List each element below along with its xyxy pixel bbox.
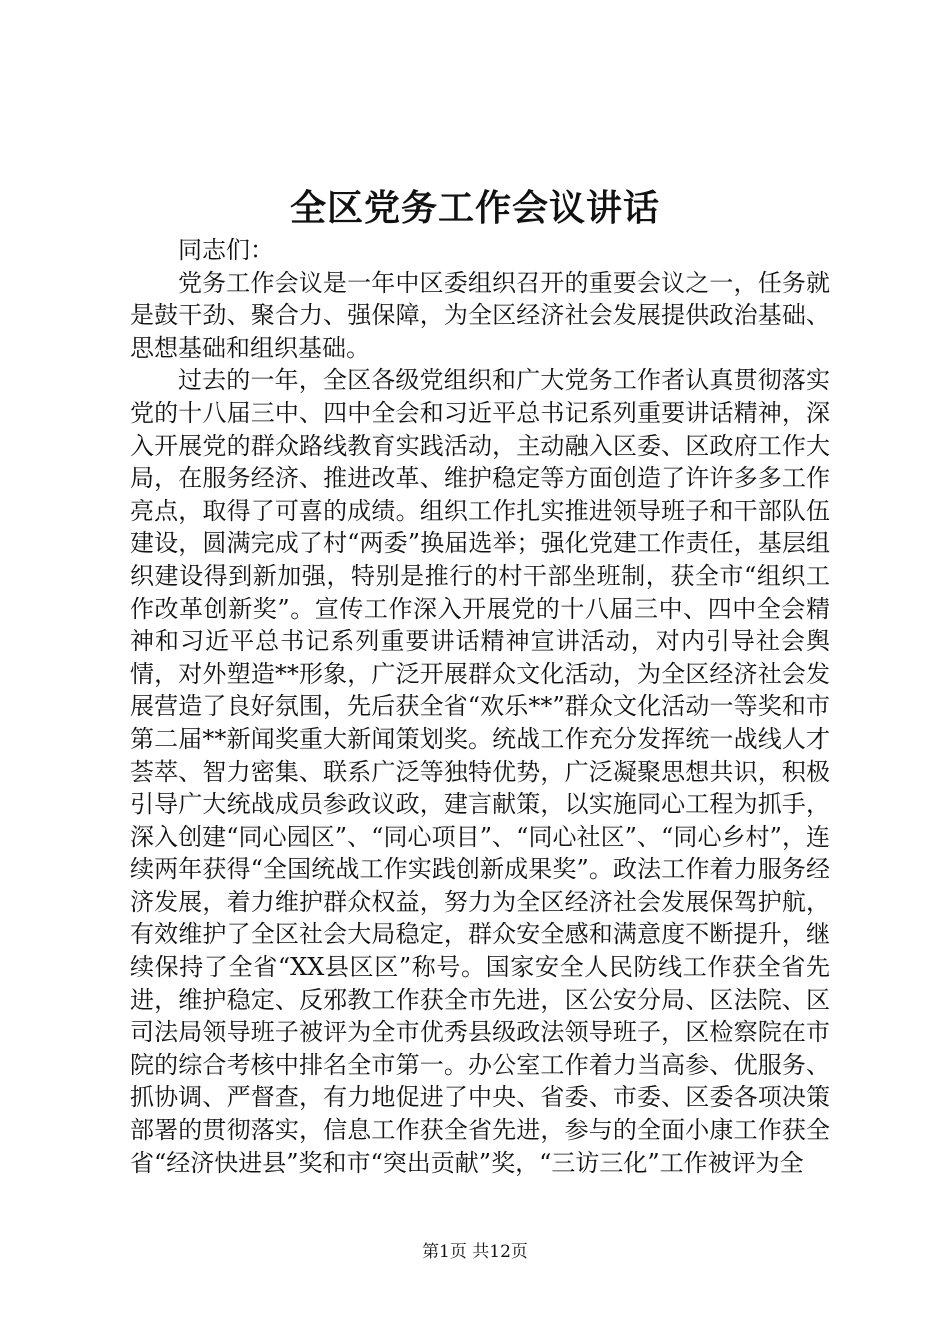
paragraph-1: 党务工作会议是一年中区委组织召开的重要会议之一，任务就是鼓干劲、聚合力、强保障，为全区经济社会发展提供政治基础、思想基础和组织基础。 <box>130 268 830 362</box>
page-footer <box>0 1240 950 1264</box>
paragraph-2: 过去的一年，全区各级党组织和广大党务工作者认真贯彻落实党的十八届三中、四中全会和习近平总书记系列重要讲话精神，深入开展党的群众路线教育实践活动，主动融入区委、区政府工作大局，在服务经济、推进改革、维护稳定等方面创造了许许多多工作亮点，取得了可喜的成绩。组织工作扎实推进领导班子和干部队伍建设，圆满完成了村“两委”换届选举；强化党建工作责任，基层组织建设得到新加强，特别是推行的村干部坐班制，获全市“组织工作改革创新奖”。宣传工作深入开展党的十八届三中、四中全会精神和习近平总书记系列重要讲话精神宣讲活动，对内引导社会舆情，对外塑造**形象，广泛开展群众文化活动，为全区经济社会发展营造了良好氛围，先后获全省“欢乐**”群众文化活动一等奖和市第二届**新闻奖重大新闻策划奖。统战工作充分发挥统一战线人才荟萃、智力密集、联系广泛等独特优势，广泛凝聚思想共识，积极引导广大统战成员参政议政，建言献策，以实施同心工程为抓手，深入创建“同心园区”、“同心项目”、“同心社区”、“同心乡村”，连续两年获得“全国统战工作实践创新成果奖”。政法工作着力服务经济发展，着力维护群众权益，努力为全区经济社会发展保驾护航，有效维护了全区社会大局稳定，群众安全感和满意度不断提升，继续保持了全省“XX县区区”称号。国家安全人民防线工作获全省先进，维护稳定、反邪教工作获全市先进，区公安分局、区法院、区司法局领导班子被评为全市优秀县级政法领导班子，区检察院在市院的综合考核中排名全市第一。办公室工作着力当高参、优服务、抓协调、严督查，有力地促进了中央、省委、市委、区委各项决策部署的贯彻落实，信息工作获全省先进，参与的全面小康工作获全省“经济快进县”奖和市“突出贡献”奖，“三访三化”工作被评为全 <box>130 366 830 1177</box>
salutation: 同志们： <box>178 236 274 264</box>
page-indicator: 第1页 共12页 <box>422 1242 528 1262</box>
document-body <box>130 234 830 1179</box>
document-title: 全区党务工作会议讲话 <box>289 187 660 229</box>
